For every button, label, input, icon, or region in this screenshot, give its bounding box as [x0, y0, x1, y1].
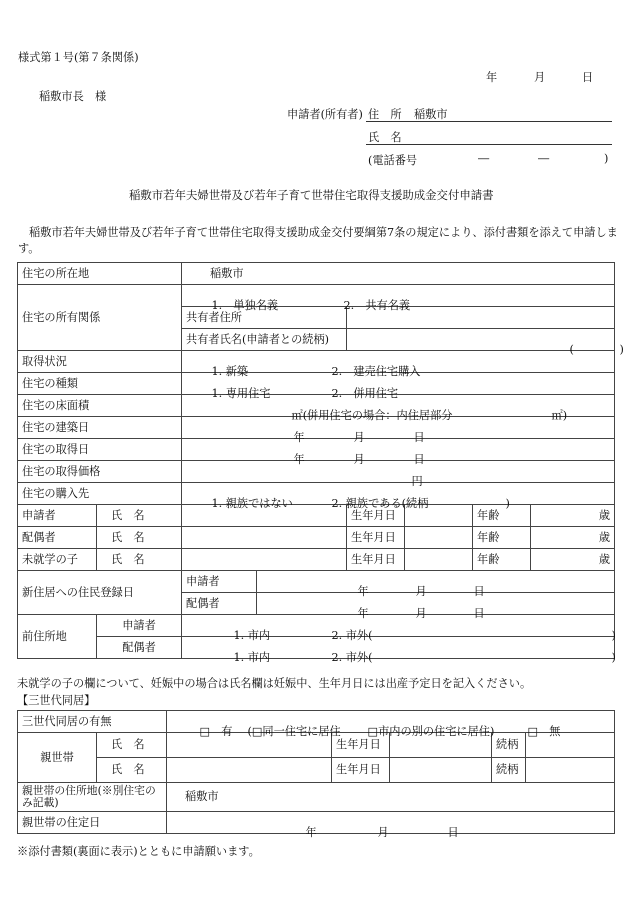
- date-year-label: 年: [486, 71, 498, 84]
- row-ownership: [18, 285, 615, 307]
- previous-role: 配偶者: [97, 637, 182, 659]
- row-person-child: [18, 549, 615, 571]
- registration-year: 年: [357, 606, 369, 620]
- address-label: 住 所: [368, 108, 402, 121]
- phone-label: (電話番号: [368, 154, 418, 167]
- parent-household-label: 親世帯: [18, 733, 97, 783]
- location-value[interactable]: 稲敷市: [182, 263, 615, 285]
- co-owner-name-value[interactable]: ( ): [347, 329, 615, 351]
- person-name-label: 氏 名: [97, 505, 182, 527]
- cohabitation-options[interactable]: [167, 711, 615, 738]
- registration-date[interactable]: [257, 571, 615, 598]
- parent-since-month: 月: [377, 825, 389, 839]
- person-dob-value[interactable]: [405, 549, 473, 571]
- seller-opt-not-relative[interactable]: 1. 親族ではない: [211, 496, 293, 510]
- person-age-label: 年齢: [473, 527, 531, 549]
- built-date-label: 住宅の建築日: [18, 417, 182, 439]
- built-year: 年: [293, 430, 305, 444]
- person-age-unit[interactable]: 歳: [531, 549, 615, 571]
- acquisition-opt-new[interactable]: 1. 新築: [211, 364, 249, 378]
- price-label: 住宅の取得価格: [18, 461, 182, 483]
- acquisition-opt-purchase[interactable]: 2. 建売住宅購入: [331, 364, 421, 378]
- name-label: 氏 名: [368, 131, 402, 144]
- registration-role: 申請者: [182, 571, 257, 593]
- parent-since-day: 日: [447, 825, 459, 839]
- acquisition-label: 取得状況: [18, 351, 182, 373]
- relation-paren-open: (: [569, 342, 574, 356]
- previous-paren-close: ): [611, 650, 616, 664]
- person-dob-label: 生年月日: [347, 527, 405, 549]
- parent-relation-label: 続柄: [492, 758, 526, 783]
- note-unborn-child: 未就学の子の欄について、妊娠中の場合は氏名欄は妊娠中、生年月日には出産予定日を記入ください。: [17, 677, 532, 690]
- person-dob-label: 生年月日: [347, 549, 405, 571]
- address-value: 稲敷市: [414, 108, 448, 121]
- co-owner-name-label: 共有者氏名(申請者との続柄): [182, 329, 347, 351]
- person-name-value[interactable]: [182, 527, 347, 549]
- ownership-opt-joint[interactable]: 2. 共有名義: [343, 298, 411, 312]
- cohabitation-other-house[interactable]: □市内の別の住宅に居住): [367, 724, 495, 738]
- previous-paren-close: ): [611, 628, 616, 642]
- seller-opt-relative[interactable]: 2. 親族である(続柄: [331, 496, 429, 510]
- registration-role: 配偶者: [182, 593, 257, 615]
- row-location: [18, 263, 615, 285]
- acquired-date-label: 住宅の取得日: [18, 439, 182, 461]
- registration-month: 月: [415, 606, 427, 620]
- section-three-generation-heading: 【三世代同居】: [17, 694, 96, 707]
- location-label: 住宅の所在地: [18, 263, 182, 285]
- house-type-opt-dedicated[interactable]: 1. 専用住宅: [211, 386, 271, 400]
- person-age-unit[interactable]: 歳: [531, 527, 615, 549]
- row-previous-applicant: [18, 615, 615, 637]
- addressee: 稲敷市長 様: [39, 90, 107, 103]
- registration-month: 月: [415, 584, 427, 598]
- phone-close: ): [604, 152, 609, 165]
- row-seller: [18, 483, 615, 505]
- row-registration-applicant: [18, 571, 615, 593]
- parent-name-label: 氏 名: [97, 733, 167, 758]
- row-parent-address: [18, 783, 615, 812]
- person-role: 申請者: [18, 505, 97, 527]
- row-price: [18, 461, 615, 483]
- parent-relation-label: 続柄: [492, 733, 526, 758]
- row-acquisition: [18, 351, 615, 373]
- parent-since-year: 年: [305, 825, 317, 839]
- house-type-opt-combined[interactable]: 2. 併用住宅: [331, 386, 399, 400]
- person-age-label: 年齢: [473, 549, 531, 571]
- registration-day: 日: [473, 606, 485, 620]
- person-name-label: 氏 名: [97, 549, 182, 571]
- registration-label: 新住居への住民登録日: [18, 571, 182, 615]
- cohabitation-yes[interactable]: □ 有: [199, 724, 233, 738]
- parent-name-label: 氏 名: [97, 758, 167, 783]
- person-role: 未就学の子: [18, 549, 97, 571]
- previous-opt-in-city[interactable]: 1. 市内: [233, 650, 271, 664]
- seller-label: 住宅の購入先: [18, 483, 182, 505]
- co-owner-address-label: 共有者住所: [182, 307, 347, 329]
- form-number: 様式第１号(第７条関係): [18, 51, 139, 64]
- note-attachments: ※添付書類(裏面に表示)とともに申請願います。: [17, 845, 260, 858]
- phone-dash-2: ―: [538, 152, 550, 165]
- row-acquired-date: [18, 439, 615, 461]
- acquired-day: 日: [413, 452, 425, 466]
- person-dob-value[interactable]: [405, 527, 473, 549]
- row-person-applicant: [18, 505, 615, 527]
- intro-paragraph: 稲敷市若年夫婦世帯及び若年子育て世帯住宅取得支援助成金交付要綱第7条の規定により、添付書類を添えて申請します。: [18, 226, 618, 255]
- parent-since-value[interactable]: [167, 812, 615, 839]
- cohabitation-no[interactable]: □ 無: [527, 724, 561, 738]
- ownership-opt-single[interactable]: 1. 単独名義: [211, 298, 279, 312]
- previous-opt-outside[interactable]: 2. 市外(: [331, 628, 373, 642]
- previous-opt-in-city[interactable]: 1. 市内: [233, 628, 271, 642]
- document-title: 稲敷市若年夫婦世帯及び若年子育て世帯住宅取得支援助成金交付申請書: [129, 188, 494, 202]
- parent-since-label: 親世帯の住定日: [18, 812, 167, 834]
- date-day-label: 日: [582, 71, 594, 84]
- house-type-label: 住宅の種類: [18, 373, 182, 395]
- application-table: [17, 262, 624, 664]
- row-parent-since: [18, 812, 615, 834]
- floor-area-unit-close: ㎡): [551, 408, 568, 422]
- seller-relation-close: ): [505, 496, 510, 510]
- built-day: 日: [413, 430, 425, 444]
- person-name-label: 氏 名: [97, 527, 182, 549]
- price-unit: 円: [411, 474, 423, 488]
- floor-area-unit: ㎡(併用住宅の場合：内住居部分: [291, 408, 453, 422]
- cohabitation-label: 三世代同居の有無: [18, 711, 167, 733]
- registration-year: 年: [357, 584, 369, 598]
- phone-dash-1: ―: [478, 152, 490, 165]
- row-floor-area: [18, 395, 615, 417]
- row-parent-2: [18, 758, 615, 783]
- acquired-date-value[interactable]: [182, 439, 615, 466]
- parent-dob-value[interactable]: [390, 758, 492, 783]
- person-dob-label: 生年月日: [347, 505, 405, 527]
- three-generation-table: [17, 710, 615, 839]
- person-age-unit[interactable]: 歳: [531, 505, 615, 527]
- cohabitation-same-house[interactable]: (□同一住宅に居住: [247, 724, 341, 738]
- previous-opt-outside[interactable]: 2. 市外(: [331, 650, 373, 664]
- seller-options[interactable]: [182, 483, 615, 510]
- acquisition-options[interactable]: [182, 351, 615, 378]
- previous-options[interactable]: [182, 615, 616, 642]
- parent-address-value[interactable]: 稲敷市: [167, 783, 615, 812]
- ownership-options[interactable]: [182, 285, 615, 312]
- parent-relation-value[interactable]: [526, 758, 615, 783]
- person-role: 配偶者: [18, 527, 97, 549]
- floor-area-label: 住宅の床面積: [18, 395, 182, 417]
- row-previous-spouse: [18, 637, 615, 659]
- acquired-year: 年: [293, 452, 305, 466]
- row-house-type: [18, 373, 615, 395]
- price-value[interactable]: [182, 461, 615, 488]
- address-line[interactable]: [366, 121, 612, 122]
- parent-dob-label: 生年月日: [332, 733, 390, 758]
- previous-address-label: 前住所地: [18, 615, 97, 659]
- row-person-spouse: [18, 527, 615, 549]
- row-cohabitation: [18, 711, 615, 733]
- acquired-month: 月: [353, 452, 365, 466]
- built-month: 月: [353, 430, 365, 444]
- registration-day: 日: [473, 584, 485, 598]
- registration-date[interactable]: [257, 593, 615, 620]
- parent-dob-label: 生年月日: [332, 758, 390, 783]
- applicant-role: 申請者(所有者): [287, 108, 363, 121]
- parent-address-label: 親世帯の住所地(※別住宅のみ記載): [18, 783, 167, 812]
- parent-name-value[interactable]: [167, 758, 332, 783]
- name-line[interactable]: [366, 144, 612, 145]
- person-age-label: 年齢: [473, 505, 531, 527]
- previous-role: 申請者: [97, 615, 182, 637]
- date-month-label: 月: [534, 71, 546, 84]
- ownership-label: 住宅の所有関係: [18, 285, 182, 351]
- person-name-value[interactable]: [182, 549, 347, 571]
